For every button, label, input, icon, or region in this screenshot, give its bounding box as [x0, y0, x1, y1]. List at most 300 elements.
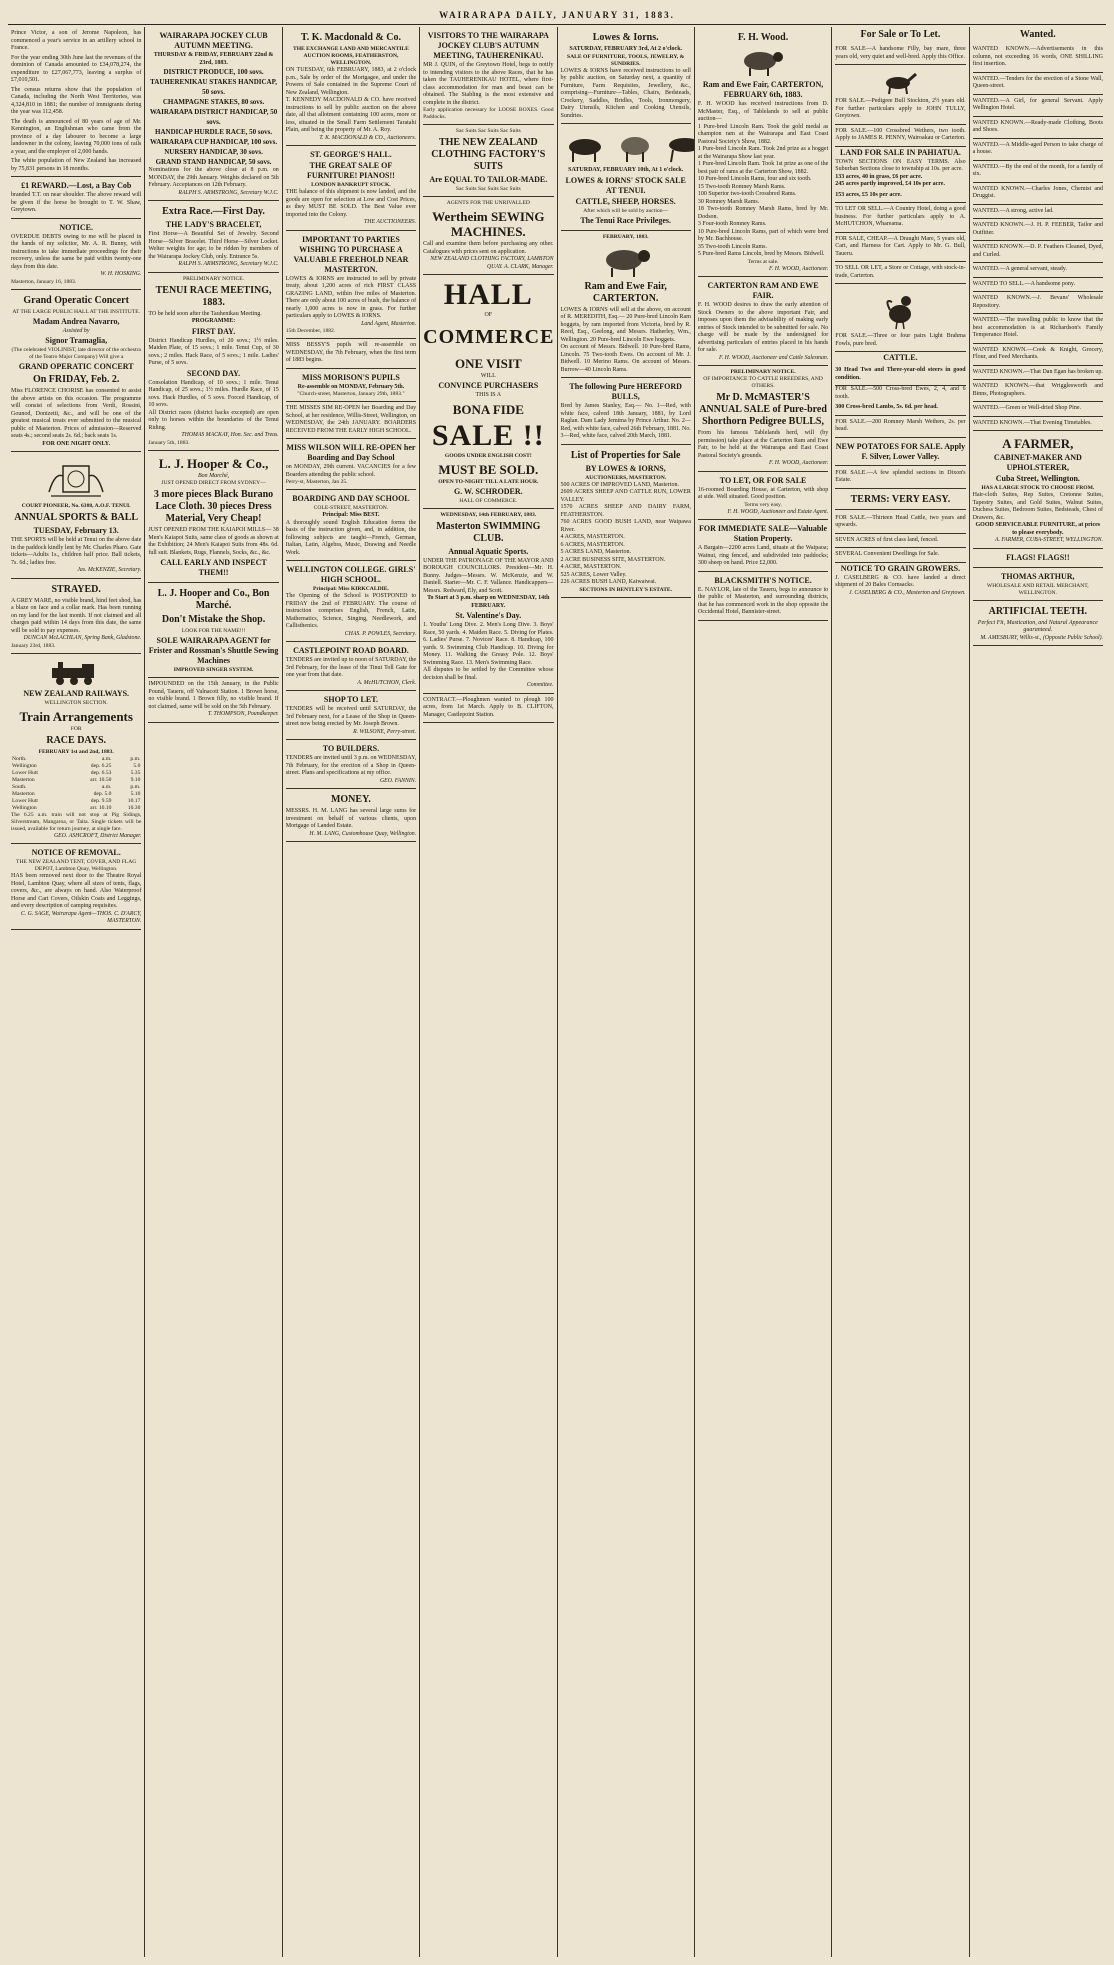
- swim-signature: Committee.: [526, 682, 554, 688]
- hooper-sub: Bon Marché,: [198, 472, 230, 479]
- column-3: [283, 27, 420, 1957]
- race-item: HANDICAP HURDLE RACE, 50 sovs.: [155, 128, 273, 136]
- builders-ad: [286, 740, 416, 789]
- tenui-date: January 5th, 1883.: [148, 439, 190, 446]
- wilson-date: Perry-st, Masterton, Jan 25.: [285, 479, 348, 485]
- classified-item: [835, 65, 965, 125]
- freehold-heading: IMPORTANT TO PARTIES WISHING TO PURCHASE A VALUABLE FREEHOLD NEAR MASTERTON.: [293, 234, 409, 274]
- macdonald-body2: T. KENNEDY MACDONALD & CO. have received instructions to sell by public auction on the above date, all that allotment containing 100 acres, more or less, situated in the Small Farm Settlement Taratahi Plain, and being the property of Mr. A. Roy.: [285, 97, 417, 133]
- sim-school-body: THE MISSES SIM RE-OPEN her Boarding and Day School, at her residence, Willis-Street, Wellington, on WEDNESDAY, the 24th JANUARY. BOARDERS RECEIVED FROM THE EARLY HIGH SCHOOL.: [285, 405, 417, 434]
- concert-star: Madam Andrea Navarro,: [32, 316, 120, 326]
- classified-item: FOR SALE.—A few splendid sections in Dixon's Estate.: [835, 467, 965, 489]
- table-cell: Wellington: [12, 804, 37, 811]
- college-body: The Opening of the School is POSTPONED to FRIDAY the 2nd of FEBRUARY. The course of instruction comprises English, French, Latin, Mathematics, Science, Singing, Needlework, and Callisthenics.: [285, 593, 417, 629]
- railways-section: WELLINGTON SECTION.: [44, 699, 108, 706]
- builders-heading: TO BUILDERS.: [322, 744, 380, 753]
- tenui-sale-note: After which will be sold by auction—: [583, 207, 669, 214]
- classified-item: FOR SALE.—100 Crossbred Wethers, two tooth. Apply to JAMES R. PENNY, Wairoakau or Carterton.: [835, 125, 965, 147]
- classified-item: TO LET OR SELL.—A Country Hotel, doing a good business. For further particulars apply to A. McHUTCHON, Whareama.: [835, 203, 965, 233]
- bessy-ad: [286, 339, 416, 369]
- tenui-programme: PROGRAMME:: [191, 318, 236, 324]
- ram-woodcut: [738, 47, 788, 77]
- wanted-item: WANTED.—Tenders for the erection of a Stone Wall, Queen-street.: [973, 73, 1103, 95]
- sports-date: TUESDAY, February 13.: [33, 526, 119, 535]
- extra-race-signature: RALPH S. ARMSTRONG, Secretary W.J.C.: [178, 261, 279, 267]
- boarding-house-heading: TO LET, OR FOR SALE: [719, 475, 807, 485]
- tenui-signature: THOMAS MACKAY, Hon. Sec. and Treas.: [181, 432, 279, 438]
- classified-heading: LAND FOR SALE IN PAHIATUA.: [840, 147, 961, 157]
- classified-item: TOWN SECTIONS ON EASY TERMS. Also Suburban Sections close to township at 10s. per acre.: [835, 158, 966, 172]
- macdonald-ad: [286, 27, 416, 146]
- wilson-body: on MONDAY, 29th current. VACANCIES for a few Boarders attending the public school.: [285, 464, 417, 478]
- shorthorn-body: From his famous Tablelands herd, will (by permission) take place at the Carterton Ram and Ewe Fair, to be held at the Wairarapa and East Coast Pastoral Society's grounds.: [697, 430, 829, 459]
- notice-signature: W. H. HOSKING.: [100, 271, 142, 277]
- railways-train-heading: Train Arrangements: [19, 708, 133, 724]
- st-georges-ad: [286, 146, 416, 231]
- hall-line: MUST BE SOLD.: [438, 461, 539, 477]
- concert-heading: Grand Operatic Concert: [23, 294, 129, 306]
- race-item: WAIRARAPA DISTRICT HANDICAP, 50 sovs.: [149, 108, 278, 126]
- arthur-body: WHOLESALE AND RETAIL MERCHANT, WELLINGTON.: [986, 582, 1089, 596]
- wanted-item: WANTED KNOWN.—Advertisements in this column, not exceeding 16 words, ONE SHILLING first insertion.: [973, 43, 1103, 73]
- ram-fair-month: FEBRUARY, 1883.: [602, 233, 649, 240]
- sports-heading: ANNUAL SPORTS & BALL: [14, 512, 139, 523]
- wood-body: F. H. WOOD has received instructions from D. McMaster, Esq., of Tablelands to sell at public auction—: [697, 101, 829, 122]
- table-row: [11, 784, 141, 791]
- hall-line: BONA FIDE: [452, 401, 524, 417]
- list-item: 35 Two-tooth Lincoln Rams.: [697, 243, 768, 250]
- boarding-house-ad: [698, 472, 828, 521]
- notice-date: Masterton, January 16, 1883.: [11, 278, 77, 285]
- swim-sub: Annual Aquatic Sports.: [448, 546, 529, 556]
- table-cell: dep. 6.25: [90, 762, 112, 769]
- notice-ad: [11, 219, 141, 290]
- wanted-item: WANTED KNOWN.—Charles Jones, Chemist and Druggist.: [973, 183, 1103, 205]
- ram-fair-body: LOWES & IORNS will sell at the above, on account of R. MEREDITH, Esq.— 20 Pure-bred Lincoln Ram hoggets, by ram imported from Victoria, bred by R. Reed, Esq., Geelong, and Messrs. Hatherley, Wm., Wellington. 20 Pure-bred Lincoln Ewe hoggets.: [560, 306, 691, 343]
- livestock-woodcut: [561, 130, 695, 164]
- morison-ad: [286, 369, 416, 403]
- column-6: [695, 27, 832, 1957]
- teeth-body: Perfect Fit, Mastication, and Natural Appearance guaranteed.: [977, 619, 1098, 633]
- wanted-item: WANTED.—A general servant, steady.: [973, 263, 1103, 278]
- hooper-heading: L. J. Hooper & Co.,: [158, 455, 269, 471]
- lowes-sale-ad: [561, 27, 691, 124]
- sports-body: THE SPORTS will be held at Tenui on the above date in the paddock kindly lent by Mr. Charles Pharo. Gate tickets—Adults 1s., children half price. Ball tickets, 7s. 6d.; ladies free.: [11, 537, 142, 566]
- properties-by: BY LOWES & IORNS,: [585, 463, 666, 473]
- classified-item: FOR SALE.—500 Cross-bred Ewes, 2, 4, and 6 tooth.: [835, 386, 966, 400]
- wanted-item: WANTED.—A Middle-aged Person to take charge of a house.: [973, 139, 1103, 161]
- notice-text: OVERDUE DEBTS owing to me will be placed in the hands of my solicitor, Mr. A. R. Bunny, with instructions to take immediate proceedings for their recovery, unless the same be paid within twenty-one days from this date.: [11, 233, 142, 270]
- extra-race-body: First Horse—A Beautiful Set of Jewelry. Second Horse—Silver Bracelet. Third Horse—Silver Locket. Welter weights for age; to be ridden by members of the Wairarapa Jockey Club, only. Entrance 5s.: [148, 231, 279, 260]
- bulls-heading: The following Pure HEREFORD BULLS,: [569, 382, 682, 401]
- classified-item: [835, 284, 965, 352]
- wanted-item: WANTED KNOWN.—That Dan Egan has broken up.: [973, 366, 1103, 381]
- news-paragraph: The census returns show that the population of Canada, including the North West Territories, was 4,324,810 in 1881; the number of immigrants during the year was 112,458.: [11, 86, 142, 115]
- hall-line: COMMERCE: [423, 325, 555, 348]
- rooster-woodcut: [882, 290, 918, 330]
- concert-venue: AT THE LARGE PUBLIC HALL AT THE INSTITUTE.: [12, 308, 141, 315]
- st-georges-sub: THE GREAT SALE OF FURNITURE! PIANOS!!: [307, 161, 395, 180]
- wilson-heading: MISS WILSON WILL RE-OPEN her Boarding and Day School: [286, 443, 416, 462]
- jockey-club-note: Nominations for the above close at 8 p.m. on MONDAY, the 29th January. Weights declared on 5th February. Acceptances on 12th February.: [148, 167, 279, 188]
- classified-item: 300 Cross-bred Lambs, 5s. 6d. per head.: [835, 401, 965, 416]
- hooper-items: 3 more pieces Black Burano Lace Cloth. 30 pieces Dress Material, Very Cheap!: [153, 489, 274, 524]
- visitors-heading: VISITORS TO THE WAIRARAPA JOCKEY CLUB'S AUTUMN MEETING, TAUHERENIKAU.: [427, 31, 549, 60]
- visitors-ad: [423, 27, 553, 125]
- castlepoint-ad: [286, 642, 416, 691]
- wanted-item: WANTED.—A strong, active lad.: [973, 205, 1103, 220]
- properties-footer: SECTIONS IN BENTLEY'S ESTATE.: [579, 586, 673, 593]
- station-heading: FOR IMMEDIATE SALE—Valuable Station Property.: [699, 524, 828, 543]
- tenui-day2: SECOND DAY.: [186, 368, 241, 378]
- classified-item: NEW POTATOES FOR SALE. Apply F. Silver, Lower Valley.: [835, 439, 965, 466]
- shop-body: TENDERS will be received until SATURDAY, the 3rd February next, for a Lease of the Shop in Queen-street now being erected by Mr. Joseph Brown.: [285, 706, 417, 727]
- college-heading: WELLINGTON COLLEGE. GIRLS' HIGH SCHOOL.: [286, 565, 416, 584]
- st-georges-heading: ST. GEORGE'S HALL.: [310, 150, 392, 159]
- morison-sub: Re-assemble on MONDAY, February 5th.: [297, 383, 405, 390]
- hall-line: OPEN TO-NIGHT TILL A LATE HOUR.: [438, 478, 539, 485]
- concert-detail: (The celebrated VIOLINIST, late director of the orchestra of the Teatro Major Company) Will give a: [11, 347, 141, 360]
- shop-heading: SHOP TO LET.: [323, 695, 378, 704]
- table-cell: dep. 5.0: [93, 790, 112, 797]
- farmer-heading: A FARMER,: [1002, 436, 1074, 451]
- ram-ewe-fair-ad: [561, 231, 691, 379]
- wanted-item: WANTED TO SELL.—A handsome pony.: [973, 278, 1103, 293]
- lowes-date: SATURDAY, FEBRUARY 3rd, At 2 o'clock.: [569, 46, 683, 52]
- ram-fair-heading: Ram and Ewe Fair, CARTERTON.: [584, 280, 667, 304]
- arthur-ad: [973, 568, 1103, 601]
- freehold-signature: Land Agent, Masterton.: [361, 320, 417, 327]
- wertheim-signature: NEW ZEALAND CLOTHING FACTORY, LAMBTON QUAY. A. CLARK, Manager.: [430, 256, 554, 270]
- news-paragraph: The death is announced of 80 years of age of Mr. Kennington, an Englishman who came from the province of a day labourer to become a large landowner in the colony, leaving 70,000 tons of rails a year, and the employer of 2,000 hands.: [11, 118, 142, 155]
- bulls-body: Bred by James Stanley, Esq.— No. 1—Red, with white face, calved 18th January, 1881, by Lord Raglan. Dam Lady Jemima by Prince Arthur. No. 2—Red, with white face, calved 26th February, 1881. No. 3—Red, white face, calved 20th March, 1881.: [560, 403, 691, 439]
- hall-line: HALL: [443, 278, 533, 311]
- morison-heading: MISS MORISON'S PUPILS: [302, 372, 400, 382]
- railways-note: The 6.25 a.m. train will not stop at Pig Sidings, Silverstream, Mangaroa, or Taita. Single tickets will be issued, available for return journey, at single fare.: [11, 811, 142, 832]
- table-cell: arr. 10.50: [90, 776, 112, 783]
- boarding-sub: COLE-STREET, MASTERTON.: [313, 505, 389, 511]
- classified-heading: NOTICE TO GRAIN GROWERS.: [840, 563, 961, 573]
- blacksmith-heading: BLACKSMITH'S NOTICE.: [714, 575, 812, 585]
- teeth-heading: ARTIFICIAL TEETH.: [988, 605, 1087, 617]
- builders-body: TENDERS are invited until 3 p.m. on WEDNESDAY, 7th February, for the erection of a Shop in Queen-street. Plans and specifications at my office.: [285, 755, 417, 776]
- hall-line: WILL: [480, 372, 496, 379]
- classified-item: FOR SALE.—Thirteen Head Cattle, two years and upwards.: [835, 512, 965, 534]
- for-sale-heading: For Sale or To Let.: [860, 29, 941, 40]
- race-item: DISTRICT PRODUCE, 100 sovs.: [163, 68, 264, 76]
- strayed-signature: DUNCAN McLACHLAN, Spring Bank, Gladstone.: [23, 635, 142, 641]
- hall-of-commerce-ad: [423, 275, 553, 509]
- classified-item: 30 Head Two and Three-year-old steers in good condition.: [835, 364, 965, 386]
- classified-text: FOR SALE.—Three or four pairs Light Brahma Fowls, pure bred.: [835, 333, 966, 347]
- removal-heading: NOTICE OF REMOVAL.: [31, 848, 121, 857]
- masthead: [8, 6, 1106, 25]
- contract-body: CONTRACT.—Ploughmen wanted to plough 100 acres, from 1st March. Apply to B. CLIFTON, Manager, Castlepoint Station.: [423, 696, 554, 718]
- concert-footer: FOR ONE NIGHT ONLY.: [42, 440, 111, 447]
- hooper-intro: JUST OPENED DIRECT FROM SYDNEY—: [161, 480, 266, 486]
- concert-assisted: Assisted by: [62, 327, 90, 334]
- table-cell: 10.30: [127, 804, 141, 811]
- college-ad: [286, 561, 416, 642]
- boarding-house-signature: F. H. WOOD, Auctioneer and Estate Agent.: [727, 508, 829, 515]
- list-item: 3 Four-tooth Romney Rams.: [697, 221, 767, 227]
- wanted-item: WANTED KNOWN.—Cook & Knight, Grocery, Flour, and Feed Merchants.: [973, 344, 1103, 366]
- farmer-ad: [973, 431, 1103, 549]
- news-paragraph: Prince Victor, a son of Jerome Napoleon, has commenced a year's service in an artillery school in France.: [11, 30, 142, 51]
- removal-body: HAS been removed next door to the Theatre Royal Hotel, Lambton Quay, where all sizes of tents, flags, covers, &c., are always on hand. Also Waterproof Horse and Cart Covers, Oilskin Coats and Leggings, and every description of camping requisites.: [11, 873, 142, 909]
- wanted-item: WANTED KNOWN.—that Wrigglesworth and Binns, Photographers.: [973, 380, 1103, 402]
- strayed-ad: [11, 579, 141, 654]
- tenui-day2-items: Consolation Handicap, of 10 sovs.; 1 mile. Tenui Handicap, of 25 sovs.; 1½ miles. Hurdle Race, of 15 sovs. Hack Hurdles, of 5 sovs. Forced Handicap, of 10 sovs.: [148, 379, 279, 408]
- column-1: [8, 27, 145, 1957]
- list-item: 10 Pure-bred Lincoln Rams, four and six tooth.: [697, 176, 812, 182]
- boarding-house-body: 16-roomed Boarding House, at Carterton, with shop at side. Well situated. Good position.: [697, 486, 829, 500]
- wertheim-heading: AGENTS FOR THE UNRIVALLED: [446, 200, 530, 206]
- classified-item: TO SELL OR LET, a Store or Cottage, with stock-in-trade, Carterton.: [835, 262, 965, 284]
- list-item: 525 ACRES, Lower Valley.: [560, 571, 627, 578]
- railways-race-days: RACE DAYS.: [46, 734, 107, 746]
- castlepoint-heading: CASTLEPOINT ROAD BOARD.: [293, 646, 409, 655]
- classified-item: FOR SALE.—200 Romney Marsh Wethers, 2s. per head.: [835, 416, 965, 438]
- freehold-body: LOWES & IORNS are instructed to sell by private treaty, about 1,200 acres of rich FIRST CLASS GRAZING LAND, within five miles of Masterton. There are only about 100 acres of bush, the balance of nearly 1,000 acres is now in grass. For further particulars apply to LOWES & IORNS.: [285, 275, 417, 319]
- teeth-ad: [973, 601, 1103, 647]
- reward-heading: £1 REWARD.—Lost, a Bay Cob: [21, 181, 132, 190]
- wertheim-ad: [423, 197, 553, 275]
- caselberg-signature: J. CASELBERG & CO., Masterton and Greytown.: [848, 589, 966, 596]
- jockey-club-heading: WAIRARAPA JOCKEY CLUB AUTUMN MEETING.: [159, 31, 268, 50]
- list-item: 4 ACRE, MASTERTON.: [560, 564, 622, 570]
- macdonald-heading: T. K. Macdonald & Co.: [300, 32, 401, 43]
- impound-signature: T. THOMPSON, Poundkeeper.: [207, 711, 279, 717]
- wanted-heading: Wanted.: [1019, 29, 1056, 40]
- table-cell: 10.17: [127, 797, 141, 804]
- wood-signature: F. H. WOOD, Auctioneer.: [769, 265, 829, 272]
- hooper2-note: LOOK FOR THE NAME!!!: [181, 628, 246, 634]
- list-item: 1 Pure-bred Lincoln Ram. Took 1st prize as one of the best pair of rams at the Carterton Show, 1882.: [697, 161, 829, 175]
- morison-body: "Church-street, Masterton, January 29th, 1883.": [297, 391, 405, 397]
- concert-date: On FRIDAY, Feb. 2.: [32, 374, 120, 385]
- wanted-item: WANTED KNOWN.—Ready-made Clothing, Boots and Shoes.: [973, 117, 1103, 139]
- swim-events: 1. Youths' Long Dive. 2. Men's Long Dive. 3. Boys' Race, 50 yards. 4. Maiden Race. 5. Diving for Plates. 6. Ladies' Purse. 7. Novices' Race. 8. Handicap, 100 yards. 9. Swimming Club Handicap. 10. Diving for Money. 11. Walking the Greasy Pole. 12. Boys' Swimming Race. 13. Men's Swimming Race.: [423, 622, 554, 666]
- lowes-sub: SALE OF FURNITURE, TOOLS, JEWELRY, & SUNDRIES.: [567, 53, 685, 67]
- classified-item: 245 acres partly improved, £4 10s per acre.: [835, 181, 945, 187]
- table-cell: p.m.: [130, 755, 141, 762]
- table-cell: a.m.: [101, 755, 112, 762]
- race-item: GRAND STAND HANDICAP, 50 sovs.: [155, 158, 272, 166]
- classified-item: TERMS: VERY EASY.: [835, 491, 965, 510]
- table-cell: Lower Hutt: [12, 797, 38, 804]
- swim-note: All disputes to be settled by the Committee whose decision shall be final.: [423, 667, 554, 681]
- wertheim-name: Wertheim SEWING MACHINES.: [432, 209, 545, 239]
- column-5: [558, 27, 695, 1957]
- table-cell: Wellington: [12, 762, 37, 769]
- clothing-ad: [423, 125, 553, 197]
- wood-heading: F. H. Wood.: [737, 32, 789, 43]
- properties-sub: AUCTIONEERS, MASTERTON.: [585, 474, 667, 481]
- wood-sub: Ram and Ewe Fair, CARTERTON, FEBRUARY 6th, 1883.: [702, 80, 824, 99]
- shop-signature: R. WILSONE, Perry-street.: [353, 728, 417, 735]
- bessy-body: MISS BESSY'S pupils will re-assemble on WEDNESDAY, the 7th February, when the first term of 1883 begins.: [285, 342, 417, 363]
- farmer-cheap: GOOD SERVICEABLE FURNITURE, at prices to please everybody.: [975, 522, 1101, 536]
- hall-line: GOODS UNDER ENGLISH COST!: [444, 452, 532, 459]
- tenui-heading: TENUI RACE MEETING, 1883.: [155, 284, 272, 308]
- column-8: [970, 27, 1106, 1957]
- visitors-body: MR J. QUIN, of the Greytown Hotel, begs to notify to intending visitors to the above Races, that he has taken the TAUHERENIKAU HOTEL, where first-class accommodation for man and beast can be obtained. The Stabling is the most extensive and complete in the district.: [423, 62, 554, 106]
- clothing-grid: Sac Suits Sac Suits Sac Suits: [455, 128, 521, 134]
- table-row: [11, 777, 141, 784]
- list-item: 760 ACRES GOOD BUSH LAND, near Waipawa River.: [560, 519, 691, 533]
- hooper2-sub: Don't Mistake the Shop.: [161, 614, 266, 625]
- table-cell: 5.10: [130, 790, 141, 797]
- railways-timetable: [11, 756, 141, 812]
- builders-signature: GEO. FANNIN.: [379, 777, 417, 784]
- reward-ad: [11, 177, 141, 219]
- money-body: MESSRS. H. M. LANG has several large sums for investment on behalf of various clients, upon Mortgage of Landed Estate.: [285, 808, 417, 829]
- railways-ad: [11, 654, 141, 845]
- table-cell: dep. 9.59: [90, 797, 112, 804]
- flags-heading: FLAGS! FLAGS!!: [1006, 552, 1070, 562]
- removal-sub: THE NEW ZEALAND TENT, COVER, AND FLAG DEPOT, Lambton Quay, Wellington.: [16, 859, 137, 872]
- classified-item: SEVERAL Convenient Dwellings for Sale.: [835, 548, 965, 563]
- hooper2-ad: [148, 583, 278, 678]
- table-cell: p.m.: [130, 783, 141, 790]
- lowes-body: LOWES & IORNS have received instructions to sell by public auction, on Saturday next, a quantity of Furniture, Farm Requisites, Jewellery, &c., comprising—Furniture—Tables, Chairs, Bedsteads, Crockery, Saddles, Bridles, Tools, Ironmongery, Dairy Utensils, Kitchen and Cooking Utensils, Sundries.: [560, 67, 691, 119]
- list-item: 10 Pure-bred Lincoln Rams, part of which were bred by Mr. Bachhouse.: [697, 228, 829, 242]
- railways-dates: FEBRUARY 1st and 2nd, 1883.: [38, 748, 114, 755]
- shorthorn-heading: Mr D. McMASTER'S ANNUAL SALE of Pure-bred Shorthorn Pedigree BULLS,: [699, 392, 827, 427]
- swim-start: To Start at 3 p.m. sharp on WEDNESDAY, 14th FEBRUARY.: [427, 595, 550, 609]
- clothing-sub: Are EQUAL TO TAILOR-MADE.: [429, 175, 548, 184]
- tenui-body: TO be held soon after the Tauhenikau Meeting.: [148, 310, 262, 317]
- classified-item: 133 acres, 40 in grass, £6 per acre.: [835, 173, 923, 180]
- classified-item: J. CASELBERG & CO. have landed a direct shipment of 20 Bales Cornsacks.: [835, 574, 966, 588]
- table-cell: dep. 6.53: [90, 769, 112, 776]
- station-sale-ad: [698, 520, 828, 572]
- table-cell: Masterton: [12, 790, 35, 797]
- table-cell: 9.10: [130, 776, 141, 783]
- jockey-club-ad: [148, 27, 278, 201]
- table-cell: South.: [12, 783, 27, 790]
- hooper-call: CALL EARLY AND INSPECT THEM!!: [160, 558, 267, 577]
- sim-school-ad: [286, 402, 416, 439]
- list-item: 1 Pure-bred Lincoln Ram. Took the gold medal as champion ram at the Wairarapa and East Coast Pastoral Society's Show, 1882.: [697, 123, 829, 145]
- table-row: [11, 805, 141, 812]
- classified-item: 153 acres, £5 10s per acre.: [835, 189, 965, 204]
- tenui-race-ad: [148, 273, 278, 451]
- wanted-item: WANTED.—The travelling public to know that the best accommodation is at Richardson's Family Temperance Hotel.: [973, 314, 1103, 344]
- hereford-bulls-ad: [561, 378, 691, 445]
- list-item: 6 ACRES, MASTERTON.: [560, 541, 625, 548]
- impound-body: IMPOUNDED on the 15th January, in the Public Pound, Taueru, off Valnacott Station. 1 Brown horse, no visible brand. 1 Brown filly, no visible brand. If not claimed, same will be sold on the 5th February.: [148, 681, 279, 710]
- blacksmith-body: E. NAYLOR, late of the Taueru, begs to announce to the public of Masterton, and surrounding districts, that he has commenced work in the shop opposite the Occidental Hotel, Bannister-street.: [697, 586, 829, 615]
- crest-woodcut: [41, 458, 111, 500]
- wanted-item: WANTED.—By the end of the month, for a family of six.: [973, 161, 1103, 183]
- properties-heading: List of Properties for Sale: [570, 449, 681, 461]
- race-item: TAUHERENIKAU STAKES HANDICAP, 50 sovs.: [150, 78, 277, 96]
- table-cell: 5.35: [130, 769, 141, 776]
- concert-body: Miss FLORENCE CHORISE has consented to assist the above artists on this occasion. The programme will consist of selections from Verdi, Rossini, Gounod, Donizetti, &c., and will be one of the greatest musical treats ever submitted to the musical public of Masterton. Prices of admission—Reserved seats 4s.; second seats 2s. 6d.; back seats 1s.: [11, 388, 142, 439]
- swim-heading: Masterton SWIMMING CLUB.: [436, 520, 541, 544]
- table-cell: North.: [12, 755, 27, 762]
- tenui-sale-date: SATURDAY, FEBRUARY 10th, At 1 o'clock.: [568, 167, 684, 173]
- table-cell: arr. 10.10: [90, 804, 112, 811]
- farmer-address: Cuba Street, Wellington.: [995, 474, 1080, 483]
- visitors-note: Early application necessary for LOOSE BOXES. Good Paddocks.: [423, 107, 554, 120]
- tenui-privileges: The Tenui Race Privileges.: [580, 215, 672, 225]
- locomotive-icon: [46, 660, 106, 686]
- jockey-club-dates: THURSDAY & FRIDAY, FEBRUARY 22nd & 23rd, 1883.: [153, 52, 274, 66]
- clothing-heading: THE NEW ZEALAND CLOTHING FACTORY'S SUITS: [431, 137, 546, 172]
- table-row: [11, 763, 141, 770]
- college-signature: CHAS. P. POWLES, Secretary.: [344, 630, 417, 637]
- list-item: 18 Two-tooth Romney Marsh Rams, bred by Mr. Dodson.: [697, 206, 829, 220]
- carterton-heading: CARTERTON RAM AND EWE FAIR.: [707, 281, 819, 300]
- wanted-item: WANTED.—Green or Well-dried Shop Pine.: [973, 402, 1103, 417]
- table-row: [11, 798, 141, 805]
- race-item: WAIRARAPA CUP HANDICAP, 100 sovs.: [149, 138, 278, 146]
- hall-line: OF: [484, 312, 493, 318]
- shop-ad: [286, 691, 416, 740]
- news-paragraph: The white population of New Zealand has increased by 75,831 persons in 18 months.: [11, 158, 142, 172]
- news-items: [11, 27, 141, 177]
- ram-fair-items: On account of Messrs. Bidwell. 10 Pure-bred Rams, Lincoln. 75 Two-tooth Ewes. On account of Mr. J. Bidwell. 10 Merino Rams. On account of Messrs. Burrow—40 Lincoln Rams.: [560, 344, 691, 373]
- carterton-body: F. H. WOOD desires to draw the early attention of Stock Owners to the above important Fair, and imposes upon them the advisability of making early entries of Stock intended to be submitted for sale. No charge will be made by the undersigned for advertising particulars of entries placed in his hands for sale.: [697, 302, 829, 353]
- classified-text: FOR SALE.—Pedigree Bull Stockton, 2½ years old. For further particulars apply to JOHN TULLY, Greytown.: [835, 98, 966, 119]
- castlepoint-signature: A. McHUTCHON, Clerk.: [357, 679, 417, 686]
- shorthorn-sub: OF IMPORTANCE TO CATTLE BREEDERS, AND OTHERS.: [703, 376, 823, 389]
- strayed-body: A GREY MARE, no visible brand, hind feet shod, has a blaze on face and a collar mark. Has been running on my land for the last month. If not claimed and all charges paid within 14 days from this date, the same will be sold to pay expenses.: [11, 597, 142, 634]
- extra-race-heading: Extra Race.—First Day.: [162, 206, 265, 217]
- wood-terms: Terms at sale.: [747, 258, 779, 265]
- list-item: 100 Superior two-tooth Crossbred Rams.: [697, 191, 797, 197]
- railways-for: FOR: [70, 725, 82, 732]
- freehold-ad: [286, 231, 416, 340]
- swim-valentine: St. Valentine's Day.: [455, 611, 522, 620]
- tenui-footer: All District races (district hacks excepted) are open only to horses within the boundaries of the Tenui Riding.: [148, 409, 279, 431]
- table-row: [11, 756, 141, 763]
- station-body: A Bargain—2200 acres Land, situate at the Waipaoa; Wainui, ring fenced, and subdivided into paddocks; 300 sheep on hand. Price £2,000.: [697, 545, 829, 566]
- wood-ram-fair-ad: [698, 27, 828, 277]
- court-pioneer-ad: [11, 452, 141, 579]
- carterton-signature: F. H. WOOD, Auctioneer and Cattle Salesman.: [718, 354, 829, 361]
- removal-ad: [11, 844, 141, 930]
- boarding-house-terms: Terms very easy.: [744, 501, 782, 508]
- shorthorn-signature: F. H. WOOD, Auctioneer.: [769, 460, 829, 466]
- swim-body: UNDER THE PATRONAGE OF THE MAYOR AND BOROUGH COUNCILLORS. President—Mr. H. Bunny. Judges—Messrs. W. McKenzie, and W. Daniell. Starter—Mr. C. F. Vallance. Handicappers—Messrs. Redward, Ely, and Scott.: [423, 557, 554, 594]
- carterton-fair-ad: [698, 277, 828, 366]
- concert-ad: [11, 290, 141, 453]
- flags-ad: [973, 549, 1103, 568]
- wilson-ad: [286, 439, 416, 490]
- blacksmith-ad: [698, 572, 828, 621]
- race-item: NURSERY HANDICAP, 30 sovs.: [164, 148, 263, 156]
- list-item: 2609 ACRES SHEEP AND CATTLE RUN, LOWER VALLEY.: [560, 489, 691, 503]
- extra-race-ad: [148, 201, 278, 273]
- column-4: [420, 27, 557, 1957]
- macdonald-signature: T. K. MACDONALD & CO., Auctioneers.: [319, 134, 417, 141]
- college-principal: Principal: Miss KIRKCALDIE.: [312, 586, 389, 592]
- sports-signature: Jas. McKENZIE, Secretary.: [77, 567, 142, 573]
- money-ad: [286, 789, 416, 842]
- impound-ad: [148, 678, 278, 723]
- macdonald-sub: THE EXCHANGE LAND AND MERCANTILE AUCTION ROOMS, FEATHERSTON, WELLINGTON.: [292, 46, 409, 66]
- wanted-item: WANTED KNOWN.—J. H. P. FEEBER, Tailor and Outfitter.: [973, 219, 1103, 241]
- table-cell: 5.0: [133, 762, 141, 769]
- contract-ad: [423, 694, 553, 724]
- tenui-day1: FIRST DAY.: [191, 326, 236, 336]
- wanted-item: WANTED.—A Girl, for general Servant. Apply Wellington Hotel.: [973, 95, 1103, 117]
- table-row: [11, 791, 141, 798]
